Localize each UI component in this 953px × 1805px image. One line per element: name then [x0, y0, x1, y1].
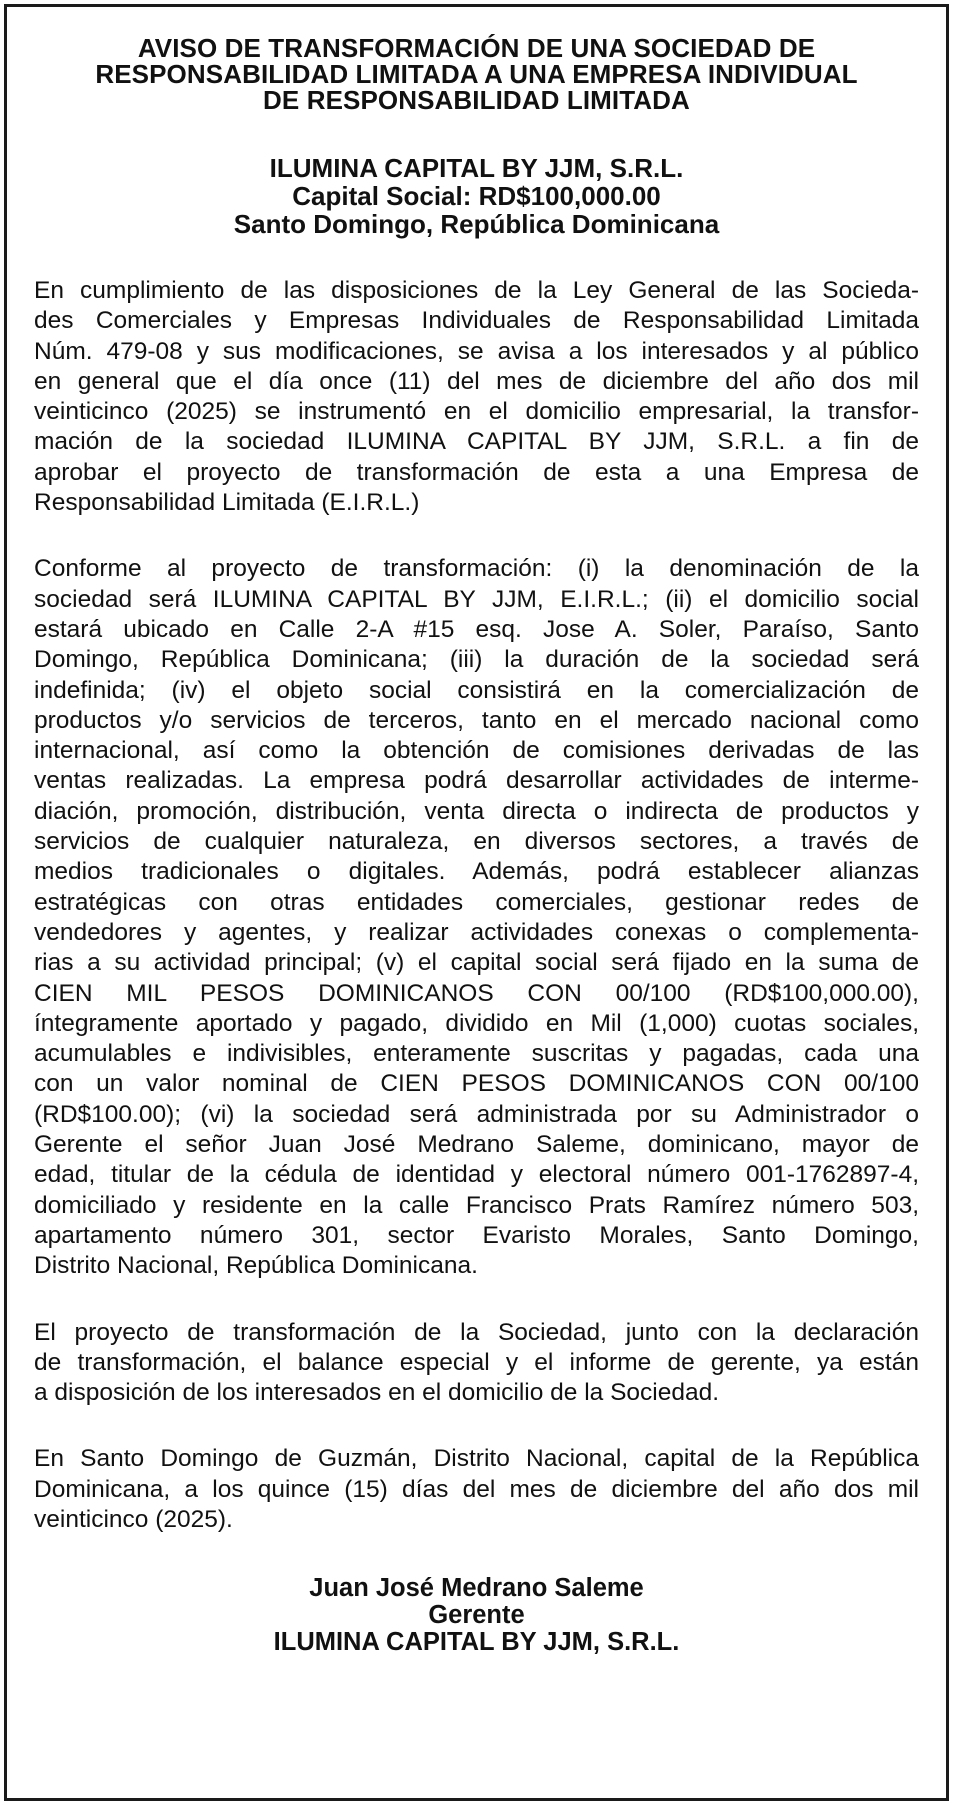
title-line-2: RESPONSABILIDAD LIMITADA A UNA EMPRESA INDIVIDUAL	[95, 59, 858, 89]
text-line: des Comerciales y Empresas Individuales de Responsabilidad Limitada	[34, 307, 919, 335]
text-line: (RD$100.00); (vi) la sociedad será administrada por su Administrador o	[34, 1100, 919, 1128]
text-line: productos y/o servicios de terceros, tanto en el mercado nacional como	[34, 706, 919, 734]
text-line: Conforme al proyecto de transformación: (i) la denominación de la	[34, 555, 919, 583]
text-line: ventas realizadas. La empresa podrá desarrollar actividades de interme-	[34, 767, 919, 795]
legal-notice	[4, 4, 949, 1801]
text-line: internacional, así como la obtención de comisiones derivadas de las	[34, 737, 919, 765]
signer-company: ILUMINA CAPITAL BY JJM, S.R.L.	[273, 1628, 680, 1657]
text-line: de transformación, el balance especial y el informe de gerente, ya están	[34, 1348, 919, 1376]
signer-role: Gerente	[428, 1601, 525, 1630]
text-line: veinticinco (2025) se instrumentó en el domicilio empresarial, la transfor-	[34, 398, 919, 426]
text-line: CIEN MIL PESOS DOMINICANOS CON 00/100 (RD$100,000.00),	[34, 979, 919, 1007]
company-location: Santo Domingo, República Dominicana	[233, 209, 720, 239]
text-line: domiciliado y residente en la calle Francisco Prats Ramírez número 503,	[34, 1191, 919, 1219]
company-header	[34, 154, 919, 238]
text-line: estará ubicado en Calle 2-A #15 esq. Jose A. Soler, Paraíso, Santo	[34, 615, 919, 643]
paragraph-project-terms	[34, 554, 919, 1281]
text-line: En cumplimiento de las disposiciones de la Ley General de las Socieda-	[34, 277, 919, 304]
notice-content	[34, 35, 919, 1656]
text-line: sociedad será ILUMINA CAPITAL BY JJM, E.I.R.L.; (ii) el domicilio social	[34, 585, 919, 613]
text-line: estratégicas con otras entidades comerciales, gestionar redes de	[34, 888, 919, 916]
text-line: acumulables e indivisibles, enteramente suscritas y pagadas, cada una	[34, 1040, 919, 1068]
text-line: veinticinco (2025).	[34, 1505, 233, 1533]
company-name: ILUMINA CAPITAL BY JJM, S.R.L.	[269, 153, 684, 183]
text-line: Responsabilidad Limitada (E.I.R.L.)	[34, 489, 420, 517]
text-line: medios tradicionales o digitales. Además, podrá establecer alianzas	[34, 858, 919, 886]
text-line: íntegramente aportado y pagado, dividido en Mil (1,000) cuotas sociales,	[34, 1009, 919, 1037]
text-line: apartamento número 301, sector Evaristo Morales, Santo Domingo,	[34, 1221, 919, 1249]
text-line: Núm. 479-08 y sus modificaciones, se avisa a los interesados y al público	[34, 337, 919, 365]
text-line: edad, titular de la cédula de identidad y electoral número 001-1762897-4,	[34, 1161, 919, 1189]
text-line: mación de la sociedad ILUMINA CAPITAL BY JJM, S.R.L. a fin de	[34, 428, 919, 456]
text-line: Distrito Nacional, República Dominicana.	[34, 1252, 478, 1280]
text-line: Gerente el señor Juan José Medrano Saleme, dominicano, mayor de	[34, 1131, 919, 1159]
text-line: a disposición de los interesados en el domicilio de la Sociedad.	[34, 1379, 720, 1407]
text-line: servicios de cualquier naturaleza, en diversos sectores, a través de	[34, 828, 919, 856]
title-line-3: DE RESPONSABILIDAD LIMITADA	[263, 85, 690, 115]
text-line: con un valor nominal de CIEN PESOS DOMINICANOS CON 00/100	[34, 1070, 919, 1098]
company-capital: Capital Social: RD$100,000.00	[292, 181, 661, 211]
text-line: en general que el día once (11) del mes de diciembre del año dos mil	[34, 367, 919, 395]
text-line: En Santo Domingo de Guzmán, Distrito Nacional, capital de la República	[34, 1445, 919, 1473]
text-line: vendedores y agentes, y realizar actividades conexas o complementa-	[34, 918, 919, 946]
paragraph-availability	[34, 1318, 919, 1409]
text-line: Dominicana, a los quince (15) días del mes de diciembre del año dos mil	[34, 1475, 919, 1503]
notice-title	[34, 35, 919, 113]
text-line: Domingo, República Dominicana; (iii) la duración de la sociedad será	[34, 646, 919, 674]
text-line: aprobar el proyecto de transformación de esta a una Empresa de	[34, 458, 919, 486]
text-line: rias a su actividad principal; (v) el capital social será fijado en la suma de	[34, 949, 919, 977]
signer-name: Juan José Medrano Saleme	[309, 1574, 644, 1603]
paragraph-compliance	[34, 276, 919, 518]
text-line: El proyecto de transformación de la Sociedad, junto con la declaración	[34, 1318, 919, 1346]
title-line-1: AVISO DE TRANSFORMACIÓN DE UNA SOCIEDAD DE	[137, 33, 816, 63]
signature-block	[34, 1575, 919, 1656]
text-line: diación, promoción, distribución, venta directa o indirecta de productos y	[34, 797, 919, 825]
text-line: indefinida; (iv) el objeto social consistirá en la comercialización de	[34, 676, 919, 704]
paragraph-date-place	[34, 1444, 919, 1535]
